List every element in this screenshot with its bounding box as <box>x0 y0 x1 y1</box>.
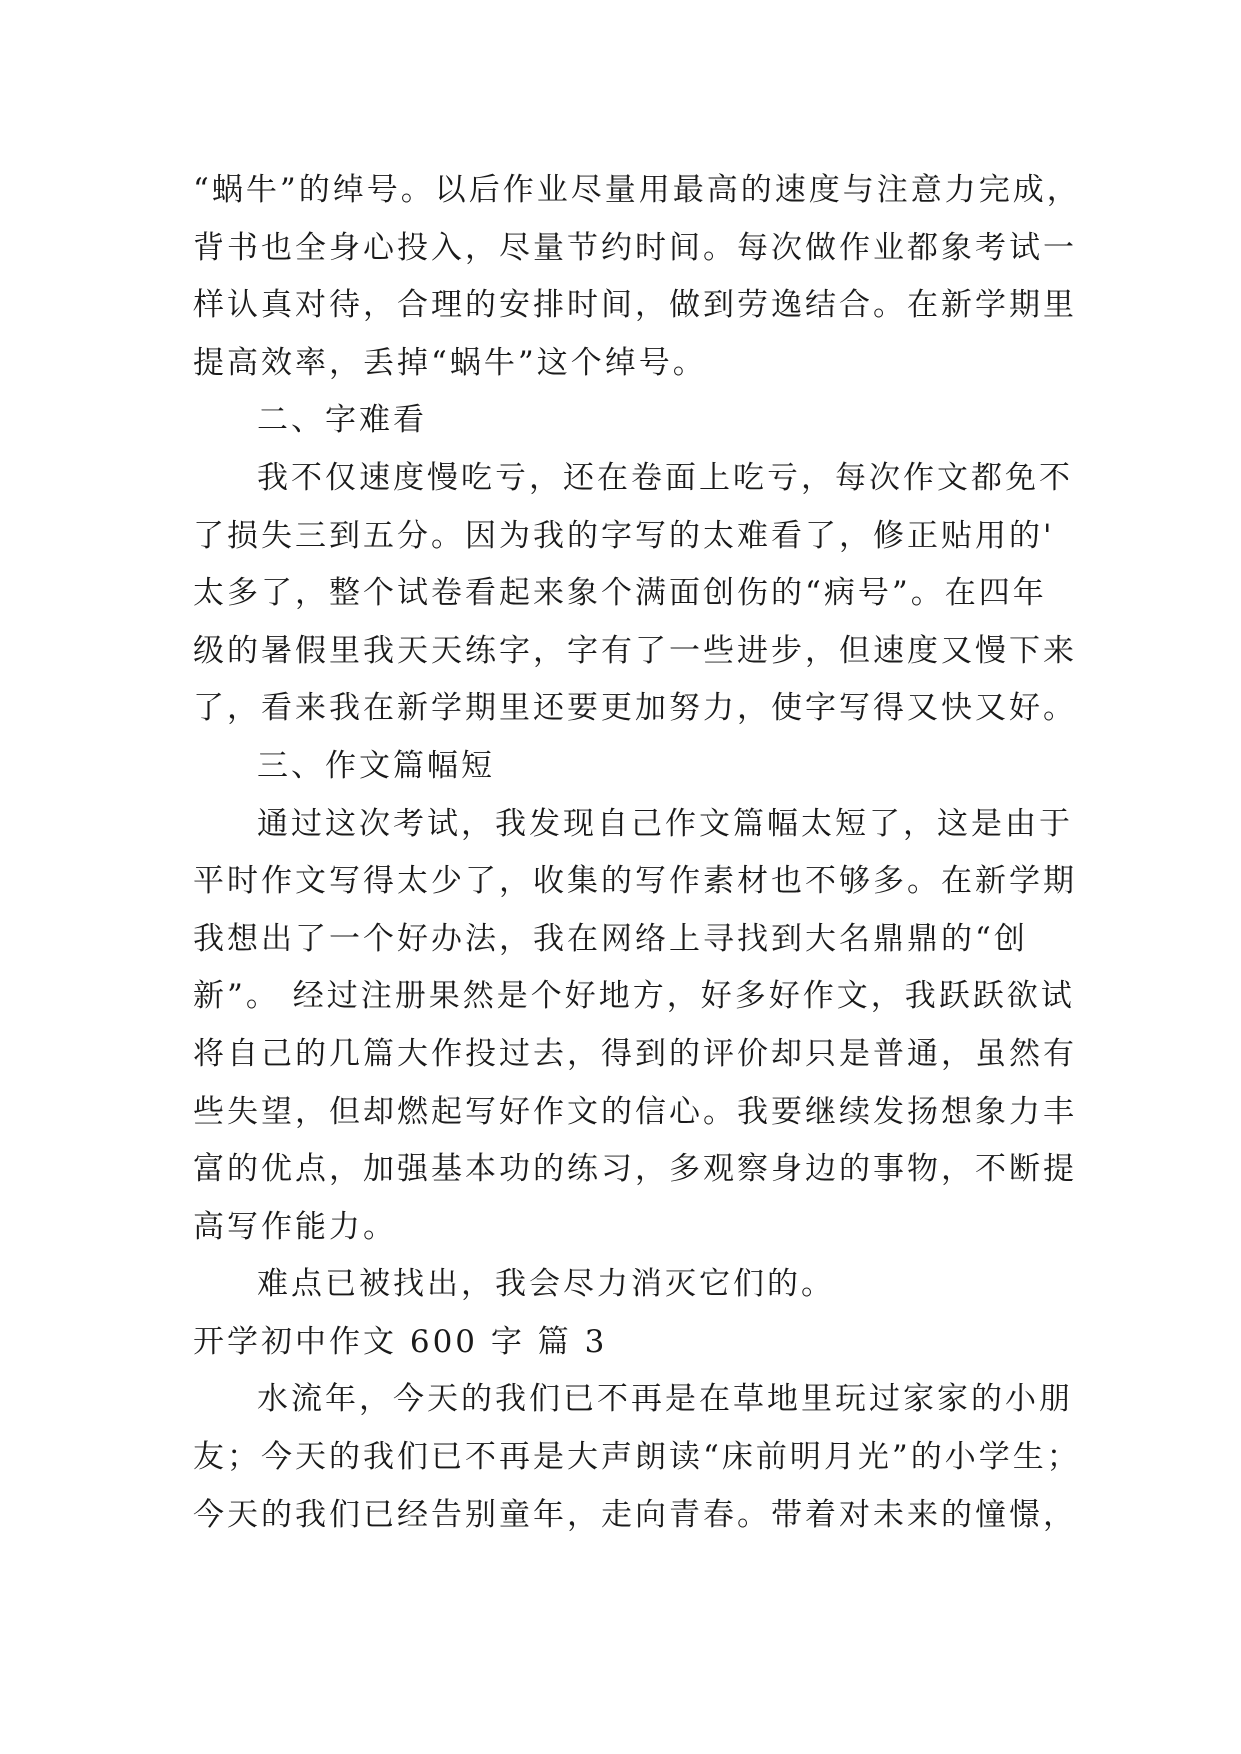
essay-title: 开学初中作文 600 字 篇 3 <box>193 1323 608 1360</box>
text-line: 难点已被找出，我会尽力消灭它们的。 <box>257 1266 835 1303</box>
text-line: 太多了，整个试卷看起来象个满面创伤的“病号”。在四年 <box>193 575 1047 612</box>
section-heading: 三、作文篇幅短 <box>257 747 495 784</box>
text-line: 提高效率，丢掉“蜗牛”这个绰号。 <box>193 344 707 381</box>
text-line: 了损失三到五分。因为我的字写的太难看了，修正贴用的' <box>193 517 1055 554</box>
text-line: 级的暑假里我天天练字，字有了一些进步，但速度又慢下来 <box>193 632 1077 669</box>
text-line: 平时作文写得太少了，收集的写作素材也不够多。在新学期 <box>193 863 1077 900</box>
text-line: 背书也全身心投入，尽量节约时间。每次做作业都象考试一 <box>193 229 1077 266</box>
text-line: 新”。 经过注册果然是个好地方，好多好作文，我跃跃欲试 <box>193 978 1075 1015</box>
section-heading: 二、字难看 <box>257 402 427 439</box>
text-line: 水流年，今天的我们已不再是在草地里玩过家家的小朋 <box>257 1381 1073 1418</box>
text-line: 今天的我们已经告别童年，走向青春。带着对未来的憧憬， <box>193 1496 1077 1533</box>
text-line: 通过这次考试，我发现自己作文篇幅太短了，这是由于 <box>257 805 1073 842</box>
text-line: 富的优点，加强基本功的练习，多观察身边的事物，不断提 <box>193 1151 1077 1188</box>
text-line: 友；今天的我们已不再是大声朗读“床前明月光”的小学生； <box>193 1439 1081 1476</box>
text-line: 了，看来我在新学期里还要更加努力，使字写得又快又好。 <box>193 690 1077 727</box>
text-line: 我想出了一个好办法，我在网络上寻找到大名鼎鼎的“创 <box>193 920 1028 957</box>
text-line: 将自己的几篇大作投过去，得到的评价却只是普通，虽然有 <box>193 1035 1077 1072</box>
text-line: 样认真对待，合理的安排时间，做到劳逸结合。在新学期里 <box>193 287 1077 324</box>
text-line: 些失望，但却燃起写好作文的信心。我要继续发扬想象力丰 <box>193 1093 1077 1130</box>
essay-body <box>193 162 1081 1544</box>
text-line: “蜗牛”的绰号。以后作业尽量用最高的速度与注意力完成， <box>193 172 1081 208</box>
text-line: 我不仅速度慢吃亏，还在卷面上吃亏，每次作文都免不 <box>257 459 1073 496</box>
text-line: 高写作能力。 <box>193 1208 397 1245</box>
